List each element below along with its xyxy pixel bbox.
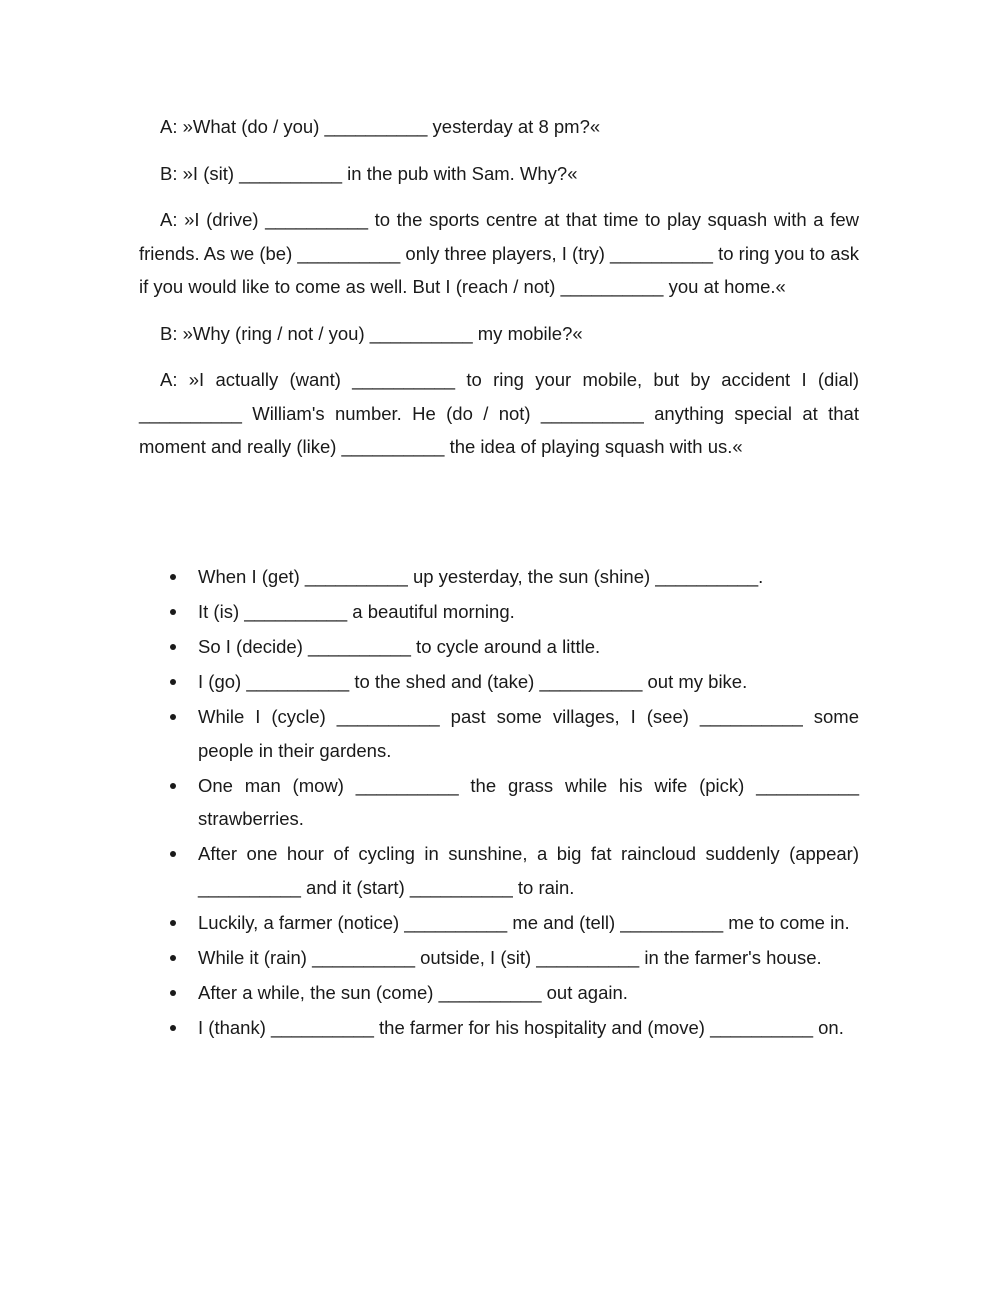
story-bullet-list bbox=[139, 560, 859, 1046]
bullet-icon bbox=[170, 920, 176, 926]
list-item bbox=[139, 976, 859, 1010]
list-item-text: I (go) __________ to the shed and (take) __________ out my bike. bbox=[198, 671, 748, 692]
list-item-text: One man (mow) __________ the grass while his wife (pick) __________ strawberries. bbox=[198, 774, 859, 829]
list-item-text: While I (cycle) __________ past some villages, I (see) __________ some people in their gardens. bbox=[198, 706, 859, 761]
bullet-icon bbox=[170, 574, 176, 580]
list-item bbox=[139, 1011, 859, 1045]
dialogue-line: A: »I (drive) __________ to the sports centre at that time to play squash with a few friends. As we (be) __________ only three players, I (try) __________ to ring you to ask if you would like to come as well. But I (reach / not) __________ you at home.« bbox=[139, 209, 859, 297]
bullet-icon bbox=[170, 955, 176, 961]
bullet-icon bbox=[170, 714, 176, 720]
bullet-icon bbox=[170, 1025, 176, 1031]
bullet-icon bbox=[170, 644, 176, 650]
dialogue-line: B: »I (sit) __________ in the pub with Sam. Why?« bbox=[160, 162, 578, 184]
list-item bbox=[139, 665, 859, 699]
list-item-text: After a while, the sun (come) __________ out again. bbox=[198, 981, 628, 1003]
list-item-text: It (is) __________ a beautiful morning. bbox=[198, 601, 515, 622]
bullet-icon bbox=[170, 609, 176, 615]
list-item-text: I (thank) __________ the farmer for his hospitality and (move) __________ on. bbox=[198, 1016, 844, 1038]
bullet-icon bbox=[170, 990, 176, 996]
dialogue-section bbox=[139, 110, 859, 477]
list-item-text: While it (rain) __________ outside, I (sit) __________ in the farmer's house. bbox=[198, 946, 822, 968]
dialogue-line: A: »I actually (want) __________ to ring your mobile, but by accident I (dial) __________ William's number. He (do / not) __________ anything special at that moment and really (like) __________ the idea of playing squash with us.« bbox=[139, 369, 859, 457]
list-item bbox=[139, 906, 859, 940]
list-item-text: Luckily, a farmer (notice) __________ me and (tell) __________ me to come in. bbox=[198, 911, 850, 933]
bullet-icon bbox=[170, 851, 176, 857]
dialogue-line: B: »Why (ring / not / you) __________ my mobile?« bbox=[160, 322, 583, 344]
list-item-text: After one hour of cycling in sunshine, a big fat raincloud suddenly (appear) __________ and it (start) __________ to rain. bbox=[198, 843, 859, 898]
list-item-text: When I (get) __________ up yesterday, the sun (shine) __________. bbox=[198, 566, 764, 587]
list-item-text: So I (decide) __________ to cycle around a little. bbox=[198, 636, 601, 657]
bullet-icon bbox=[170, 783, 176, 789]
list-item bbox=[139, 837, 859, 904]
list-item bbox=[139, 560, 859, 594]
dialogue-line: A: »What (do / you) __________ yesterday at 8 pm?« bbox=[160, 116, 601, 137]
list-item bbox=[139, 700, 859, 767]
bullet-icon bbox=[170, 679, 176, 685]
list-item bbox=[139, 630, 859, 664]
list-item bbox=[139, 769, 859, 836]
list-item bbox=[139, 941, 859, 975]
list-item bbox=[139, 595, 859, 629]
